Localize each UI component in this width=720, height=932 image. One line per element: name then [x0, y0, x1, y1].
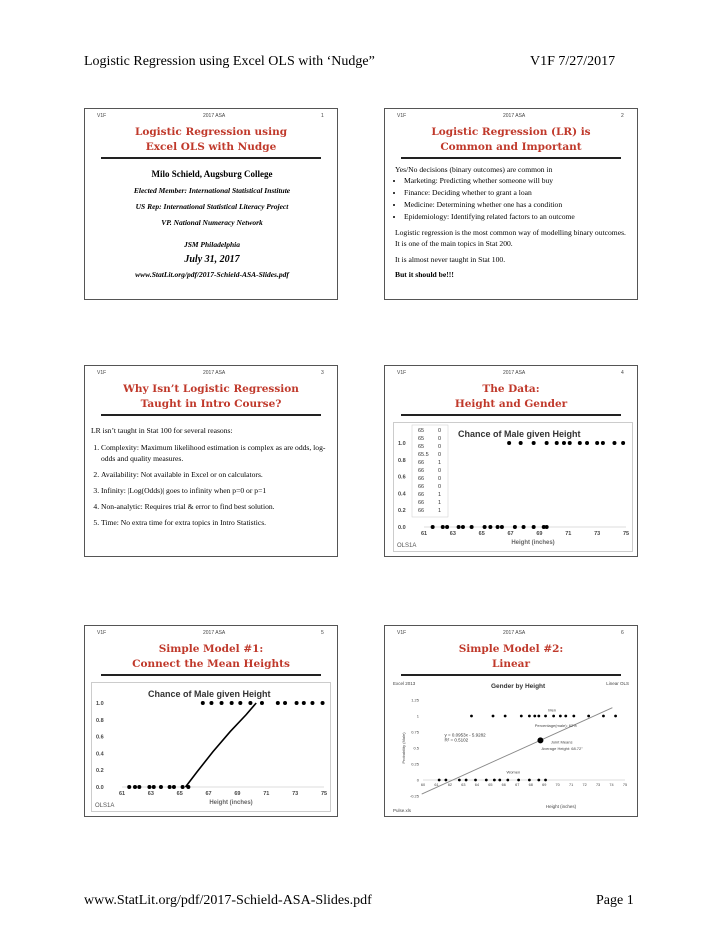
y-tick-label: -0.25 [409, 793, 419, 799]
reason-list [91, 442, 329, 528]
list-item: • Medicine: Determining whether one has a condition [404, 199, 629, 210]
data-point-female [438, 779, 441, 782]
slide-title-line-1: Simple Model #2: [458, 643, 564, 655]
data-point-female [522, 525, 526, 529]
data-point-female [172, 785, 176, 789]
role-2: US Rep: International Statistical Literacy Project [135, 202, 289, 211]
data-point-male [568, 441, 572, 445]
x-tick-label: 67 [515, 783, 520, 787]
data-point-female [159, 785, 163, 789]
x-axis-title: Height (inches) [511, 540, 555, 546]
annotation-women: Women [506, 769, 521, 775]
data-point-female [147, 785, 151, 789]
x-tick-label: 61 [118, 791, 126, 797]
data-point-male [507, 441, 511, 445]
x-tick-label: 63 [461, 783, 466, 787]
data-point-male [321, 701, 325, 705]
x-tick-label: 61 [420, 531, 428, 537]
slide-title-line-1: Why Isn’t Logistic Regression [123, 383, 299, 395]
page-header-title: Logistic Regression using Excel OLS with ‘Nudge” [84, 54, 375, 69]
data-point-male [559, 715, 562, 718]
slide-title-line-2: Height and Gender [454, 398, 568, 410]
slide-title [385, 382, 637, 412]
annotation-equation: y = 0.0953x - 5.9282 [444, 732, 486, 738]
data-point-male [230, 701, 234, 705]
chart-title: Gender by Height [491, 683, 546, 690]
y-tick-label: 0.6 [398, 474, 406, 481]
table-cell-male: 1 [438, 460, 442, 466]
slide-title [85, 382, 337, 412]
slide-3 [84, 365, 338, 557]
x-tick-label: 71 [569, 783, 574, 787]
data-point-male [595, 441, 599, 445]
y-tick-label: 1.0 [398, 441, 406, 447]
data-point-male [492, 715, 495, 718]
y-tick-label: 0.4 [96, 751, 104, 758]
y-tick-label: 0.75 [411, 729, 419, 735]
x-tick-label: 75 [622, 783, 628, 787]
data-point-female [483, 525, 487, 529]
slide-5 [84, 625, 338, 817]
data-point-female [133, 785, 137, 789]
slide-title-line-2: Connect the Mean Heights [132, 658, 290, 670]
list-item: • Epidemiology: Identifying related factors to an outcome [404, 211, 629, 222]
slide-title-line-1: Logistic Regression using [134, 126, 288, 138]
slide-title-line-1: Logistic Regression (LR) is [431, 126, 591, 138]
slide-title-line-1: Simple Model #1: [158, 643, 264, 655]
annotation-joint-means: Joint Means [550, 739, 573, 745]
slide-version: V1F [97, 630, 107, 636]
data-point-male [520, 715, 523, 718]
x-tick-label: 60 [420, 783, 426, 787]
y-tick-label: 0.8 [398, 457, 406, 464]
intro-text: Yes/No decisions (binary outcomes) are common in [395, 165, 553, 174]
y-tick-label: 0.4 [398, 491, 406, 498]
chart-corner-right: Linear OLS [606, 681, 629, 686]
data-point-male [587, 715, 590, 718]
data-point-female [513, 525, 517, 529]
y-tick-label: 0.25 [411, 761, 419, 767]
table-cell-male: 0 [438, 444, 442, 450]
slide-number: 6 [621, 630, 624, 636]
x-tick-label: 65 [478, 531, 485, 537]
data-point-male [238, 701, 242, 705]
x-tick-label: 67 [205, 791, 212, 797]
data-point-male [302, 701, 306, 705]
data-point-male [528, 715, 531, 718]
slide-6 [384, 625, 638, 817]
slide-title-line-2: Taught in Intro Course? [140, 398, 282, 410]
annotation-percentage: Percentage(male): 62% [534, 722, 577, 728]
slide-version: V1F [397, 370, 407, 376]
date: July 31, 2017 [184, 254, 240, 265]
slide-number: 3 [321, 370, 324, 376]
slide-title [85, 642, 337, 672]
data-point-male [283, 701, 287, 705]
x-axis-title: Height (inches) [209, 800, 253, 806]
data-point-male [519, 441, 523, 445]
data-point-female [485, 779, 488, 782]
table-cell-male: 0 [438, 476, 442, 482]
x-tick-label: 63 [147, 791, 154, 797]
table-cell-male: 0 [438, 468, 442, 474]
data-point-female [528, 779, 531, 782]
data-point-male [564, 715, 567, 718]
data-point-male [612, 441, 616, 445]
data-point-male [601, 441, 605, 445]
y-tick-label: 1 [416, 713, 419, 719]
list-item: 5. Time: No extra time for extra topics in Intro Statistics. [101, 517, 329, 528]
author: Milo Schield, Augsburg College [151, 169, 273, 179]
data-point-female [493, 779, 496, 782]
data-point-female [444, 779, 447, 782]
x-tick-label: 73 [595, 783, 601, 787]
data-point-male [544, 715, 547, 718]
slide-body [395, 164, 629, 280]
linear-model-chart [391, 678, 631, 814]
data-point-female [532, 525, 536, 529]
data-point-male [260, 701, 264, 705]
page-footer-page: Page 1 [596, 893, 634, 908]
y-tick-label: 0 [416, 777, 419, 783]
x-tick-label: 65 [488, 783, 493, 787]
y-tick-label: 0.0 [96, 785, 104, 791]
data-point-female [545, 525, 549, 529]
list-item: 3. Infinity: |Log(Odds)| goes to infinity when p=0 or p=1 [101, 485, 329, 496]
slide-number: 5 [321, 630, 324, 636]
data-point-female [465, 779, 468, 782]
slide-title [385, 642, 637, 672]
slide-4 [384, 365, 638, 557]
data-point-female [152, 785, 156, 789]
table-cell-male: 0 [438, 436, 442, 442]
table-cell-male: 0 [438, 428, 442, 434]
slide-title-line-1: The Data: [482, 383, 540, 395]
data-point-male [562, 441, 566, 445]
y-tick-label: 0.2 [96, 768, 104, 775]
slides-url: www.StatLit.org/pdf/2017-Schield-ASA-Slides.pdf [135, 270, 289, 279]
data-point-male [555, 441, 559, 445]
table-cell-male: 1 [438, 500, 442, 506]
data-point-female [168, 785, 172, 789]
table-cell-height: 66 [418, 492, 425, 498]
data-point-male [585, 441, 589, 445]
x-tick-label: 69 [542, 783, 547, 787]
x-tick-label: 69 [536, 531, 543, 537]
slide-title-line-2: Common and Important [440, 141, 582, 153]
y-tick-label: 1.25 [411, 697, 419, 703]
list-item: 1. Complexity: Maximum likelihood estimation is complex as are odds, log-odds and quality measures. [101, 442, 329, 464]
data-point-male [537, 715, 540, 718]
regression-line [422, 708, 613, 794]
y-tick-label: 1.0 [96, 701, 104, 707]
data-point-male [572, 715, 575, 718]
data-point-female [498, 779, 501, 782]
chart-title: Chance of Male given Height [148, 689, 271, 699]
x-tick-label: 71 [263, 791, 270, 797]
data-point-male [220, 701, 224, 705]
table-cell-height: 65 [418, 444, 425, 450]
table-cell-height: 66 [418, 460, 425, 466]
slide-body [91, 425, 329, 529]
x-tick-label: 70 [555, 783, 560, 787]
x-tick-label: 64 [474, 783, 479, 787]
y-axis-title: Probability (Male) [401, 732, 406, 764]
y-tick-label: 0.0 [398, 525, 406, 531]
title-rule [401, 674, 621, 676]
list-item: 2. Availability: Not available in Excel or on calculators. [101, 469, 329, 480]
page-header-version: V1F 7/27/2017 [530, 54, 616, 69]
bullet-list [395, 175, 629, 222]
x-tick-label: 61 [434, 783, 439, 787]
data-point-male [614, 715, 617, 718]
data-point-male [552, 715, 555, 718]
chart-corner-label: OLS1A [95, 803, 115, 809]
data-point-female [496, 525, 500, 529]
slide-number: 4 [621, 370, 624, 376]
slide-version: V1F [397, 113, 407, 119]
table-cell-height: 66 [418, 468, 425, 474]
data-point-female [537, 779, 540, 782]
joint-mean-point [537, 737, 543, 743]
slide-1 [84, 108, 338, 300]
data-point-female [506, 779, 509, 782]
table-cell-height: 66 [418, 476, 425, 482]
data-point-female [457, 525, 461, 529]
mean-heights-chart [91, 682, 331, 812]
data-point-female [431, 525, 435, 529]
title-rule [101, 674, 321, 676]
table-cell-height: 65 [418, 436, 425, 442]
data-point-male [533, 715, 536, 718]
slide-tag: 2017 ASA [503, 630, 526, 636]
data-point-male [504, 715, 507, 718]
annotation-average-height: Average Height: 68.72" [541, 745, 583, 751]
data-point-male [209, 701, 213, 705]
y-tick-label: 0.2 [398, 508, 406, 515]
role-3: VP. National Numeracy Network [161, 218, 263, 227]
x-tick-label: 73 [594, 531, 601, 537]
title-rule [401, 157, 621, 159]
list-item: 4. Non-analytic: Requires trial & error to find best solution. [101, 501, 329, 512]
data-point-male [578, 441, 582, 445]
table-cell-male: 1 [438, 508, 442, 514]
intro-text: LR isn’t taught in Stat 100 for several reasons: [91, 426, 233, 435]
slide-version: V1F [97, 370, 107, 376]
table-cell-height: 66 [418, 484, 425, 490]
slide-tag: 2017 ASA [503, 113, 526, 119]
annotation-r-squared: R² = 0.5102 [444, 737, 469, 743]
x-tick-label: 62 [447, 783, 453, 787]
title-rule [401, 414, 621, 416]
chart-title: Chance of Male given Height [458, 429, 581, 439]
x-tick-label: 69 [234, 791, 241, 797]
emphasis-line: But it should be!!! [395, 270, 454, 279]
slide-tag: 2017 ASA [203, 113, 226, 119]
data-point-female [470, 525, 474, 529]
chart-corner-label: OLS1A [397, 543, 417, 549]
x-tick-label: 65 [176, 791, 183, 797]
data-point-female [500, 525, 504, 529]
x-tick-label: 75 [320, 791, 328, 797]
table-cell-height: 65 [418, 428, 425, 434]
slide-2 [384, 108, 638, 300]
slide-number: 1 [321, 113, 324, 119]
event: JSM Philadelphia [183, 240, 241, 249]
data-point-male [621, 441, 625, 445]
chart-corner-left: Excel 2013 [393, 681, 416, 686]
table-cell-male: 1 [438, 492, 442, 498]
slide-version: V1F [97, 113, 107, 119]
slide-number: 2 [621, 113, 624, 119]
data-point-male [532, 441, 536, 445]
data-point-female [441, 525, 445, 529]
y-tick-label: 0.6 [96, 734, 104, 741]
table-cell-height: 65.5 [418, 452, 429, 458]
annotation-men: Men [548, 707, 557, 713]
x-tick-label: 73 [292, 791, 299, 797]
chart-foot-label: Pulse.xls [393, 808, 412, 813]
data-point-female [137, 785, 141, 789]
slide-tag: 2017 ASA [203, 630, 226, 636]
data-point-male [310, 701, 314, 705]
slide-title-line-2: Linear [491, 658, 531, 670]
title-rule [101, 157, 321, 159]
data-point-male [545, 441, 549, 445]
x-tick-label: 67 [507, 531, 514, 537]
slide-title-line-2: Excel OLS with Nudge [145, 141, 277, 153]
x-tick-label: 71 [565, 531, 572, 537]
slide-title [385, 125, 637, 155]
data-point-male [295, 701, 299, 705]
data-point-male [276, 701, 280, 705]
data-point-female [127, 785, 131, 789]
x-tick-label: 66 [501, 783, 506, 787]
slide-title [85, 125, 337, 155]
y-tick-label: 0.5 [413, 745, 419, 751]
paragraph: Logistic regression is the most common way of modelling binary outcomes. It is one of the main topics in Stat 200. [395, 228, 626, 248]
slide-body [95, 169, 329, 280]
list-item: • Marketing: Predicting whether someone will buy [404, 175, 629, 186]
table-cell-height: 66 [418, 500, 425, 506]
height-gender-chart [393, 422, 633, 552]
data-point-female [544, 779, 547, 782]
data-point-male [602, 715, 605, 718]
data-point-female [517, 779, 520, 782]
data-point-female [461, 525, 465, 529]
data-point-male [470, 715, 473, 718]
slide-version: V1F [397, 630, 407, 636]
x-axis-title: Height (inches) [545, 804, 577, 809]
x-tick-label: 68 [528, 783, 533, 787]
table-cell-male: 0 [438, 484, 442, 490]
stat100-line: It is almost never taught in Stat 100. [395, 255, 506, 264]
data-point-male [248, 701, 252, 705]
data-point-female [488, 525, 492, 529]
page-footer-url: www.StatLit.org/pdf/2017-Schield-ASA-Slides.pdf [84, 893, 372, 908]
data-point-female [474, 779, 477, 782]
slide-tag: 2017 ASA [503, 370, 526, 376]
data-point-female [458, 779, 461, 782]
data-point-male [201, 701, 205, 705]
title-rule [101, 414, 321, 416]
x-tick-label: 72 [582, 783, 587, 787]
x-tick-label: 63 [449, 531, 456, 537]
role-1: Elected Member: International Statistical Institute [133, 186, 291, 195]
x-tick-label: 74 [609, 783, 614, 787]
mean-height-line [185, 703, 256, 787]
data-point-female [445, 525, 449, 529]
list-item: • Finance: Deciding whether to grant a loan [404, 187, 629, 198]
table-cell-male: 0 [438, 452, 442, 458]
data-point-female [181, 785, 185, 789]
y-tick-label: 0.8 [96, 717, 104, 724]
slide-tag: 2017 ASA [203, 370, 226, 376]
table-cell-height: 66 [418, 508, 425, 514]
x-tick-label: 75 [622, 531, 630, 537]
